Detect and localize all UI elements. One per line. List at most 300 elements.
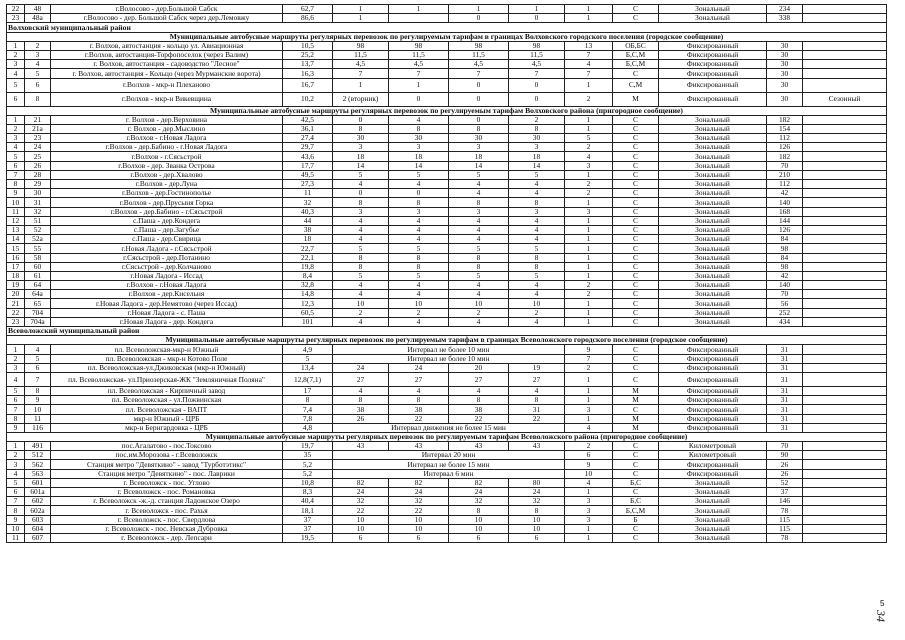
- row-index: 6: [7, 161, 25, 170]
- table-row: [7, 161, 887, 170]
- route-number: 563: [25, 469, 51, 478]
- trips-weekday: 0: [333, 115, 389, 124]
- fare-value: 168: [767, 207, 803, 216]
- vehicle-count: 7: [565, 69, 613, 78]
- vehicle-class: С: [613, 235, 659, 244]
- route-number: 8: [25, 386, 51, 395]
- note: [803, 414, 887, 423]
- fare-type: Зональный: [659, 524, 767, 533]
- trips-holiday: 4,5: [509, 60, 565, 69]
- route-number: 55: [25, 244, 51, 253]
- vehicle-count: 1: [565, 115, 613, 124]
- trips-holiday: 4: [509, 281, 565, 290]
- vehicle-class: Б,С,М: [613, 506, 659, 515]
- table-row: [7, 262, 887, 271]
- route-name: г.Волхов - дер.Хвалово: [51, 170, 283, 179]
- vehicle-count: 3: [565, 497, 613, 506]
- route-number: 9: [25, 396, 51, 405]
- trips-weekday: 7: [333, 69, 389, 78]
- row-index: 4: [7, 143, 25, 152]
- row-index: 7: [7, 170, 25, 179]
- vehicle-class: С: [613, 290, 659, 299]
- route-name: г. Волхов, автостанция - Кольцо (через Мурманские ворота): [51, 69, 283, 78]
- table-row: [7, 198, 887, 207]
- route-length: 40,3: [283, 207, 333, 216]
- route-name: г.Волхов - дер.Гостинополье: [51, 189, 283, 198]
- vehicle-count: 1: [565, 299, 613, 308]
- route-number: 6: [25, 78, 51, 92]
- trips-sat: 4: [389, 386, 449, 395]
- row-index: 1: [7, 115, 25, 124]
- route-number: 601: [25, 478, 51, 487]
- vehicle-class: С: [613, 115, 659, 124]
- fare-type: Зональный: [659, 152, 767, 161]
- route-number: 512: [25, 451, 51, 460]
- row-index: 9: [7, 189, 25, 198]
- trips-sat: 2: [389, 308, 449, 317]
- trips-weekday: 26: [333, 414, 389, 423]
- route-name: с.Паша - дер.Свирица: [51, 235, 283, 244]
- trips-weekday: 8: [333, 396, 389, 405]
- vehicle-count: 3: [565, 506, 613, 515]
- trips-holiday: 2: [509, 308, 565, 317]
- route-name: г. Всеволожск -ж.-д. станция Ладожское Озеро: [51, 497, 283, 506]
- table-row: [7, 405, 887, 414]
- subsection-title: Муниципальные автобусные маршруты регулярных перевозок по регулируемым тарифам Волховского района (пригородное сообщение): [7, 106, 887, 115]
- vehicle-class: С: [613, 180, 659, 189]
- route-number: 64: [25, 281, 51, 290]
- note: [803, 189, 887, 198]
- vehicle-class: С: [613, 189, 659, 198]
- vehicle-class: Б: [613, 515, 659, 524]
- vehicle-count: 9: [565, 460, 613, 469]
- fare-value: 115: [767, 524, 803, 533]
- route-length: 86,6: [283, 14, 333, 23]
- trips-sat: 5: [389, 244, 449, 253]
- vehicle-class: С: [613, 345, 659, 354]
- route-length: 62,7: [283, 5, 333, 14]
- trips-sun: 4: [449, 189, 509, 198]
- table-row: [7, 299, 887, 308]
- fare-type: Километровый: [659, 451, 767, 460]
- trips-weekday: 2: [333, 308, 389, 317]
- route-name: г.Волхов - г.Новая Ладога: [51, 134, 283, 143]
- table-row: [7, 152, 887, 161]
- route-number: 10: [25, 405, 51, 414]
- trips-holiday: 7: [509, 69, 565, 78]
- table-row: [7, 50, 887, 59]
- route-number: 29: [25, 180, 51, 189]
- vehicle-count: 4: [565, 478, 613, 487]
- trips-sun: 10: [449, 524, 509, 533]
- row-index: 1: [7, 41, 25, 50]
- trips-holiday: 24: [509, 488, 565, 497]
- route-length: 13,7: [283, 60, 333, 69]
- route-number: 8: [25, 92, 51, 106]
- trips-weekday: 27: [333, 372, 389, 386]
- table-row: [7, 60, 887, 69]
- table-row: [7, 134, 887, 143]
- trips-sun: 4: [449, 281, 509, 290]
- note: [803, 216, 887, 225]
- trips-holiday: 27: [509, 372, 565, 386]
- route-name: г. Всеволожск - пос. Невская Дубровка: [51, 524, 283, 533]
- route-length: 19,5: [283, 533, 333, 542]
- vehicle-count: 1: [565, 235, 613, 244]
- fare-value: 78: [767, 533, 803, 542]
- trips-sat: 0: [389, 92, 449, 106]
- route-length: 5,2: [283, 469, 333, 478]
- trips-sat: 30: [389, 134, 449, 143]
- row-index: 2: [7, 50, 25, 59]
- note: [803, 207, 887, 216]
- note: [803, 225, 887, 234]
- trips-holiday: 4: [509, 290, 565, 299]
- vehicle-class: С: [613, 134, 659, 143]
- fare-type: Фиксированный: [659, 345, 767, 354]
- trips-sat: 82: [389, 478, 449, 487]
- row-index: 10: [7, 524, 25, 533]
- fare-value: 26: [767, 460, 803, 469]
- vehicle-class: ОБ,БС: [613, 41, 659, 50]
- trips-sat: 10: [389, 299, 449, 308]
- note: [803, 478, 887, 487]
- row-index: 22: [7, 5, 25, 14]
- fare-type: Зональный: [659, 515, 767, 524]
- trips-holiday: 0: [509, 92, 565, 106]
- fare-value: 70: [767, 161, 803, 170]
- note: [803, 5, 887, 14]
- trips-holiday: 10: [509, 515, 565, 524]
- note: [803, 271, 887, 280]
- route-table: [6, 4, 887, 543]
- route-length: 4,8: [283, 423, 333, 432]
- fare-type: Зональный: [659, 506, 767, 515]
- vehicle-count: 3: [565, 161, 613, 170]
- trips-holiday: 4: [509, 180, 565, 189]
- row-index: 8: [7, 180, 25, 189]
- table-row: [7, 345, 887, 354]
- fare-type: Зональный: [659, 299, 767, 308]
- table-row: [7, 5, 887, 14]
- trips-weekday: 1: [333, 14, 389, 23]
- trips-sat: 14: [389, 161, 449, 170]
- route-length: 49,5: [283, 170, 333, 179]
- row-index: 6: [7, 396, 25, 405]
- interval-cell: Интервал не более 15 мин: [333, 460, 565, 469]
- vehicle-count: 2: [565, 290, 613, 299]
- subsection-title: Муниципальные автобусные маршруты регулярных перевозок по регулируемым тарифам Всеволожского района (пригородное сообщение): [7, 432, 887, 441]
- fare-type: Зональный: [659, 308, 767, 317]
- vehicle-class: С: [613, 124, 659, 133]
- note: [803, 143, 887, 152]
- fare-value: 42: [767, 271, 803, 280]
- route-length: 8,3: [283, 488, 333, 497]
- table-row: [7, 253, 887, 262]
- vehicle-class: С: [613, 5, 659, 14]
- trips-holiday: 43: [509, 442, 565, 451]
- route-length: 17,7: [283, 161, 333, 170]
- trips-sun: 4: [449, 317, 509, 326]
- vehicle-class: С: [613, 354, 659, 363]
- route-number: 61: [25, 271, 51, 280]
- route-number: 602: [25, 497, 51, 506]
- row-index: 23: [7, 14, 25, 23]
- interval-cell: Интервал движения не более 15 мин: [333, 423, 565, 432]
- fare-type: Фиксированный: [659, 69, 767, 78]
- vehicle-count: 1: [565, 396, 613, 405]
- vehicle-count: 2: [565, 281, 613, 290]
- trips-sun: 18: [449, 152, 509, 161]
- fare-value: 98: [767, 244, 803, 253]
- route-length: 19,7: [283, 442, 333, 451]
- route-length: 10,5: [283, 41, 333, 50]
- route-number: 4: [25, 60, 51, 69]
- table-row: [7, 488, 887, 497]
- route-name: г. Всеволожск - пос. Романовка: [51, 488, 283, 497]
- row-index: 17: [7, 262, 25, 271]
- fare-type: Зональный: [659, 235, 767, 244]
- trips-weekday: 8: [333, 253, 389, 262]
- note: [803, 423, 887, 432]
- vehicle-count: 1: [565, 124, 613, 133]
- route-name: Станция метро "Девяткино" - пос. Лаврики: [51, 469, 283, 478]
- trips-sat: 98: [389, 41, 449, 50]
- trips-weekday: 18: [333, 152, 389, 161]
- route-name: г.Волосово - дер. Большой Сабск через дер.Лемовжу: [51, 14, 283, 23]
- route-length: 32,8: [283, 281, 333, 290]
- row-index: 23: [7, 317, 25, 326]
- route-length: 8,4: [283, 271, 333, 280]
- trips-sun: 14: [449, 161, 509, 170]
- route-number: 64а: [25, 290, 51, 299]
- trips-holiday: 8: [509, 506, 565, 515]
- fare-type: Фиксированный: [659, 354, 767, 363]
- route-name: г. Всеволожск - пос. Углово: [51, 478, 283, 487]
- note: [803, 488, 887, 497]
- trips-holiday: 4: [509, 216, 565, 225]
- route-name: мкр-н Бернгардовка - ЦРБ: [51, 423, 283, 432]
- route-name: г.Сясьстрой - дер.Колчаново: [51, 262, 283, 271]
- vehicle-class: С: [613, 161, 659, 170]
- trips-holiday: 14: [509, 161, 565, 170]
- vehicle-count: 1: [565, 78, 613, 92]
- trips-sat: 8: [389, 198, 449, 207]
- row-index: 7: [7, 405, 25, 414]
- fare-value: 42: [767, 189, 803, 198]
- vehicle-class: С: [613, 69, 659, 78]
- trips-sun: 8: [449, 198, 509, 207]
- note: [803, 372, 887, 386]
- vehicle-count: 1: [565, 225, 613, 234]
- trips-holiday: 5: [509, 170, 565, 179]
- table-row: [7, 414, 887, 423]
- fare-type: Зональный: [659, 170, 767, 179]
- table-row: [7, 124, 887, 133]
- trips-sat: 27: [389, 372, 449, 386]
- table-row: [7, 189, 887, 198]
- trips-sun: 3: [449, 143, 509, 152]
- route-length: 5: [283, 354, 333, 363]
- route-name: г.Волхов - дер.Кисельня: [51, 290, 283, 299]
- route-length: 18,1: [283, 506, 333, 515]
- route-number: 26: [25, 161, 51, 170]
- trips-holiday: 1: [509, 5, 565, 14]
- fare-value: 338: [767, 14, 803, 23]
- row-index: 12: [7, 216, 25, 225]
- trips-sun: 38: [449, 405, 509, 414]
- route-name: г. Всеволожск - дер. Лепсари: [51, 533, 283, 542]
- note: [803, 50, 887, 59]
- trips-weekday: 4: [333, 281, 389, 290]
- route-number: 602а: [25, 506, 51, 515]
- route-number: 21а: [25, 124, 51, 133]
- fare-type: Зональный: [659, 225, 767, 234]
- note: [803, 299, 887, 308]
- trips-holiday: 30: [509, 134, 565, 143]
- fare-value: 31: [767, 372, 803, 386]
- trips-sun: 0: [449, 92, 509, 106]
- vehicle-class: М: [613, 386, 659, 395]
- note: [803, 451, 887, 460]
- row-index: 6: [7, 92, 25, 106]
- route-name: пос.им.Морозова - г.Всеволожск: [51, 451, 283, 460]
- fare-value: 434: [767, 317, 803, 326]
- route-length: 43,6: [283, 152, 333, 161]
- fare-type: Фиксированный: [659, 363, 767, 372]
- route-number: 58: [25, 253, 51, 262]
- route-name: г.Волхов - дер.Луна: [51, 180, 283, 189]
- route-name: г.Сясьстрой - дер.Потанино: [51, 253, 283, 262]
- fare-value: 26: [767, 469, 803, 478]
- trips-sat: 3: [389, 143, 449, 152]
- trips-holiday: 19: [509, 363, 565, 372]
- trips-weekday: 8: [333, 124, 389, 133]
- vehicle-class: С: [613, 216, 659, 225]
- fare-type: Фиксированный: [659, 405, 767, 414]
- row-index: 5: [7, 78, 25, 92]
- trips-holiday: 11,5: [509, 50, 565, 59]
- trips-sat: 1: [389, 5, 449, 14]
- trips-sat: 22: [389, 506, 449, 515]
- trips-sat: 32: [389, 497, 449, 506]
- route-length: 42,5: [283, 115, 333, 124]
- route-number: 704: [25, 308, 51, 317]
- fare-value: 30: [767, 78, 803, 92]
- vehicle-count: 13: [565, 41, 613, 50]
- trips-sun: 7: [449, 69, 509, 78]
- route-name: г.Волхов - мкр-н Викевщина: [51, 92, 283, 106]
- note: Сезонный: [803, 92, 887, 106]
- trips-weekday: 4: [333, 386, 389, 395]
- route-name: с.Паша - дер.Кондега: [51, 216, 283, 225]
- trips-weekday: 5: [333, 271, 389, 280]
- trips-holiday: 6: [509, 533, 565, 542]
- route-length: 11: [283, 189, 333, 198]
- trips-weekday: 4: [333, 290, 389, 299]
- table-row: [7, 180, 887, 189]
- trips-sun: 1: [449, 5, 509, 14]
- fare-value: 126: [767, 225, 803, 234]
- route-length: 14,8: [283, 290, 333, 299]
- route-name: г. Всеволожск - пос. Рахья: [51, 506, 283, 515]
- vehicle-count: 1: [565, 271, 613, 280]
- trips-sun: 4: [449, 235, 509, 244]
- route-length: 60,5: [283, 308, 333, 317]
- route-number: 491: [25, 442, 51, 451]
- trips-holiday: 4: [509, 189, 565, 198]
- vehicle-class: С: [613, 281, 659, 290]
- vehicle-count: 1: [565, 5, 613, 14]
- table-row: [7, 451, 887, 460]
- fare-type: Километровый: [659, 442, 767, 451]
- vehicle-class: С: [613, 262, 659, 271]
- fare-type: Зональный: [659, 180, 767, 189]
- vehicle-class: С: [613, 317, 659, 326]
- subsection-title: Муниципальные автобусные маршруты регулярных перевозок по регулируемым тарифам в границах Волховского городского поселения (городское сообщение): [7, 32, 887, 41]
- vehicle-count: 1: [565, 262, 613, 271]
- fare-value: 30: [767, 69, 803, 78]
- note: [803, 396, 887, 405]
- fare-value: 30: [767, 60, 803, 69]
- note: [803, 386, 887, 395]
- row-index: 11: [7, 207, 25, 216]
- table-row: [7, 170, 887, 179]
- fare-value: 30: [767, 92, 803, 106]
- fare-type: Зональный: [659, 262, 767, 271]
- vehicle-count: 10: [565, 469, 613, 478]
- route-number: 6: [25, 363, 51, 372]
- vehicle-class: С: [613, 225, 659, 234]
- vehicle-count: 7: [565, 354, 613, 363]
- trips-holiday: 4: [509, 386, 565, 395]
- fare-value: 30: [767, 50, 803, 59]
- trips-sun: 0: [449, 14, 509, 23]
- fare-value: 140: [767, 281, 803, 290]
- vehicle-count: 6: [565, 451, 613, 460]
- trips-weekday: 11,5: [333, 50, 389, 59]
- route-number: 116: [25, 423, 51, 432]
- route-length: 40,4: [283, 497, 333, 506]
- route-length: 44: [283, 216, 333, 225]
- route-length: 5,2: [283, 460, 333, 469]
- trips-weekday: 1: [333, 5, 389, 14]
- route-length: 22,1: [283, 253, 333, 262]
- vehicle-count: 4: [565, 423, 613, 432]
- interval-cell: Интервал не более 10 мин: [333, 354, 565, 363]
- row-index: 14: [7, 235, 25, 244]
- note: [803, 14, 887, 23]
- vehicle-count: 1: [565, 170, 613, 179]
- route-length: 7,8: [283, 414, 333, 423]
- vehicle-class: С: [613, 299, 659, 308]
- note: [803, 354, 887, 363]
- route-length: 19,8: [283, 262, 333, 271]
- route-number: 52а: [25, 235, 51, 244]
- row-index: 3: [7, 363, 25, 372]
- trips-holiday: 22: [509, 414, 565, 423]
- table-row: [7, 14, 887, 23]
- row-index: 3: [7, 60, 25, 69]
- vehicle-count: 1: [565, 198, 613, 207]
- note: [803, 161, 887, 170]
- route-name: г.Волхов, автостанция-Торфопоселок (через Валим): [51, 50, 283, 59]
- vehicle-class: С,М: [613, 78, 659, 92]
- page-number: 5: [880, 599, 885, 608]
- route-length: 10,8: [283, 478, 333, 487]
- trips-weekday: 1: [333, 78, 389, 92]
- trips-sun: 2: [449, 308, 509, 317]
